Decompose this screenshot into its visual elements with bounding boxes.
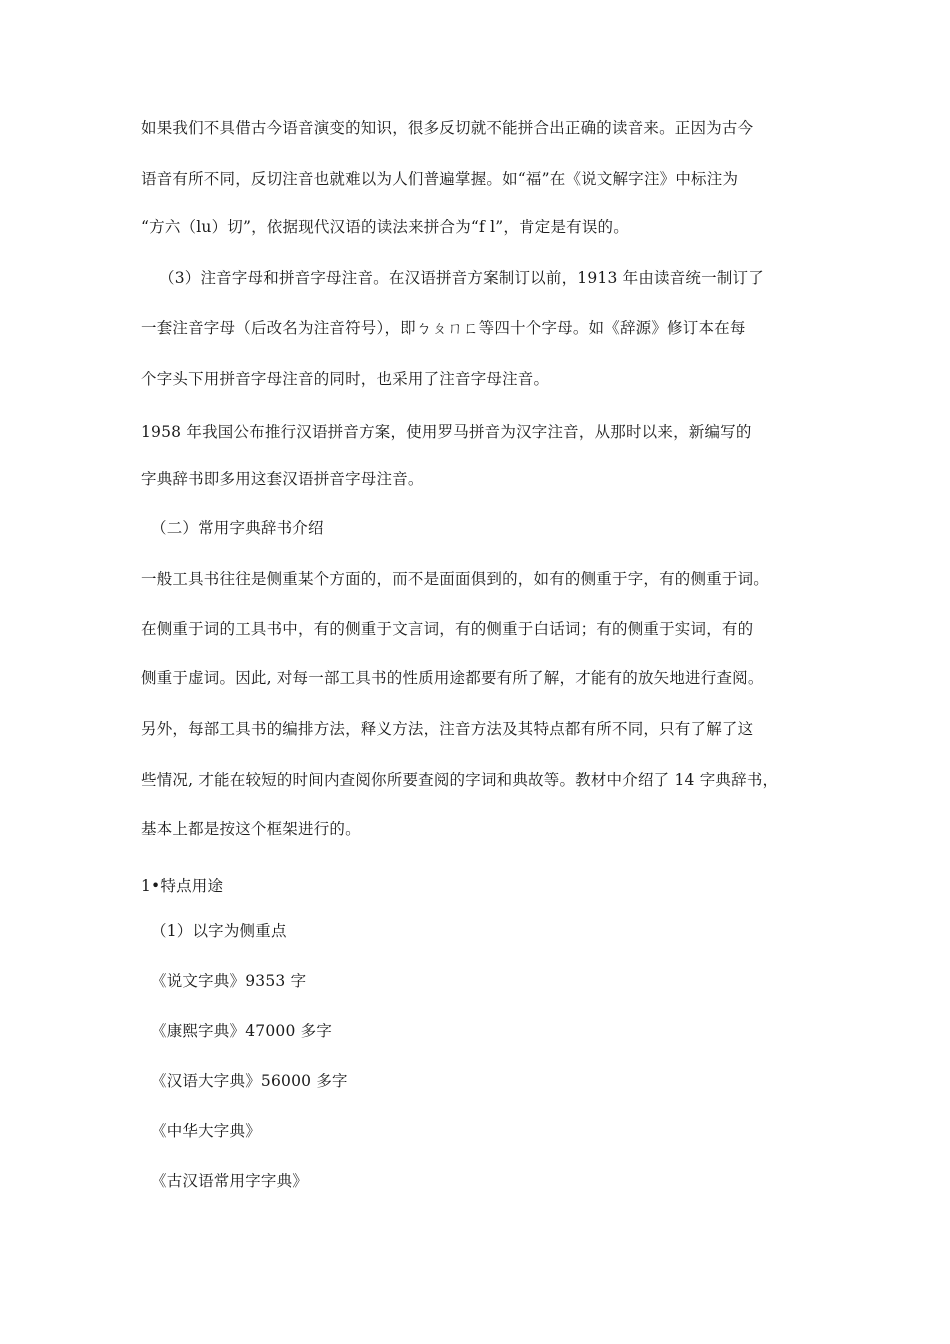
paragraph-line-1: 如果我们不具借古今语音演变的知识，很多反切就不能拼合出正确的读音来。正因为古今 bbox=[141, 119, 754, 137]
paragraph-line-6: 个字头下用拼音字母注音的同时，也采用了注音字母注音。 bbox=[141, 370, 550, 388]
list-item: 《中华大字典》 bbox=[151, 1122, 261, 1140]
paragraph-line-13: 另外，每部工具书的编排方法，释义方法，注音方法及其特点都有所不同，只有了解了这 bbox=[141, 720, 754, 738]
paragraph-line-5: 一套注音字母（后改名为注音符号），即ㄅㄆㄇㄈ等四十个字母。如《辞源》修订本在每 bbox=[141, 319, 746, 337]
subheading-character-focus: （1）以字为侧重点 bbox=[151, 922, 287, 940]
paragraph-line-12: 侧重于虚词。因此, 对每一部工具书的性质用途都要有所了解，才能有的放矢地进行查阅。 bbox=[141, 669, 764, 687]
section-heading: （二）常用字典辞书介绍 bbox=[151, 519, 324, 537]
paragraph-line-10: 一般工具书往往是侧重某个方面的，而不是面面俱到的，如有的侧重于字，有的侧重于词。 bbox=[141, 570, 770, 588]
list-item: 《说文字典》9353 字 bbox=[151, 972, 307, 990]
subheading-features: 1•特点用途 bbox=[141, 877, 224, 895]
list-item: 《汉语大字典》56000 多字 bbox=[151, 1072, 348, 1090]
list-item: 《古汉语常用字字典》 bbox=[151, 1172, 309, 1190]
paragraph-line-2: 语音有所不同，反切注音也就难以为人们普遍掌握。如“福”在《说文解字注》中标注为 bbox=[141, 170, 739, 188]
paragraph-line-7: 1958 年我国公布推行汉语拼音方案，使用罗马拼音为汉字注音，从那时以来，新编写的 bbox=[141, 423, 752, 441]
paragraph-line-8: 字典辞书即多用这套汉语拼音字母注音。 bbox=[141, 470, 424, 488]
paragraph-line-14: 些情况, 才能在较短的时间内查阅你所要查阅的字词和典故等。教材中介绍了 14 字典辞书， bbox=[141, 771, 779, 789]
paragraph-line-11: 在侧重于词的工具书中，有的侧重于文言词，有的侧重于白话词；有的侧重于实词，有的 bbox=[141, 620, 754, 638]
paragraph-line-3: “方六（lu）切”，依据现代汉语的读法来拼合为“f l”，肯定是有误的。 bbox=[141, 218, 629, 236]
paragraph-line-4: （3）注音字母和拼音字母注音。在汉语拼音方案制订以前，1913 年由读音统一制订了 bbox=[159, 269, 764, 287]
paragraph-line-15: 基本上都是按这个框架进行的。 bbox=[141, 820, 361, 838]
list-item: 《康熙字典》47000 多字 bbox=[151, 1022, 333, 1040]
